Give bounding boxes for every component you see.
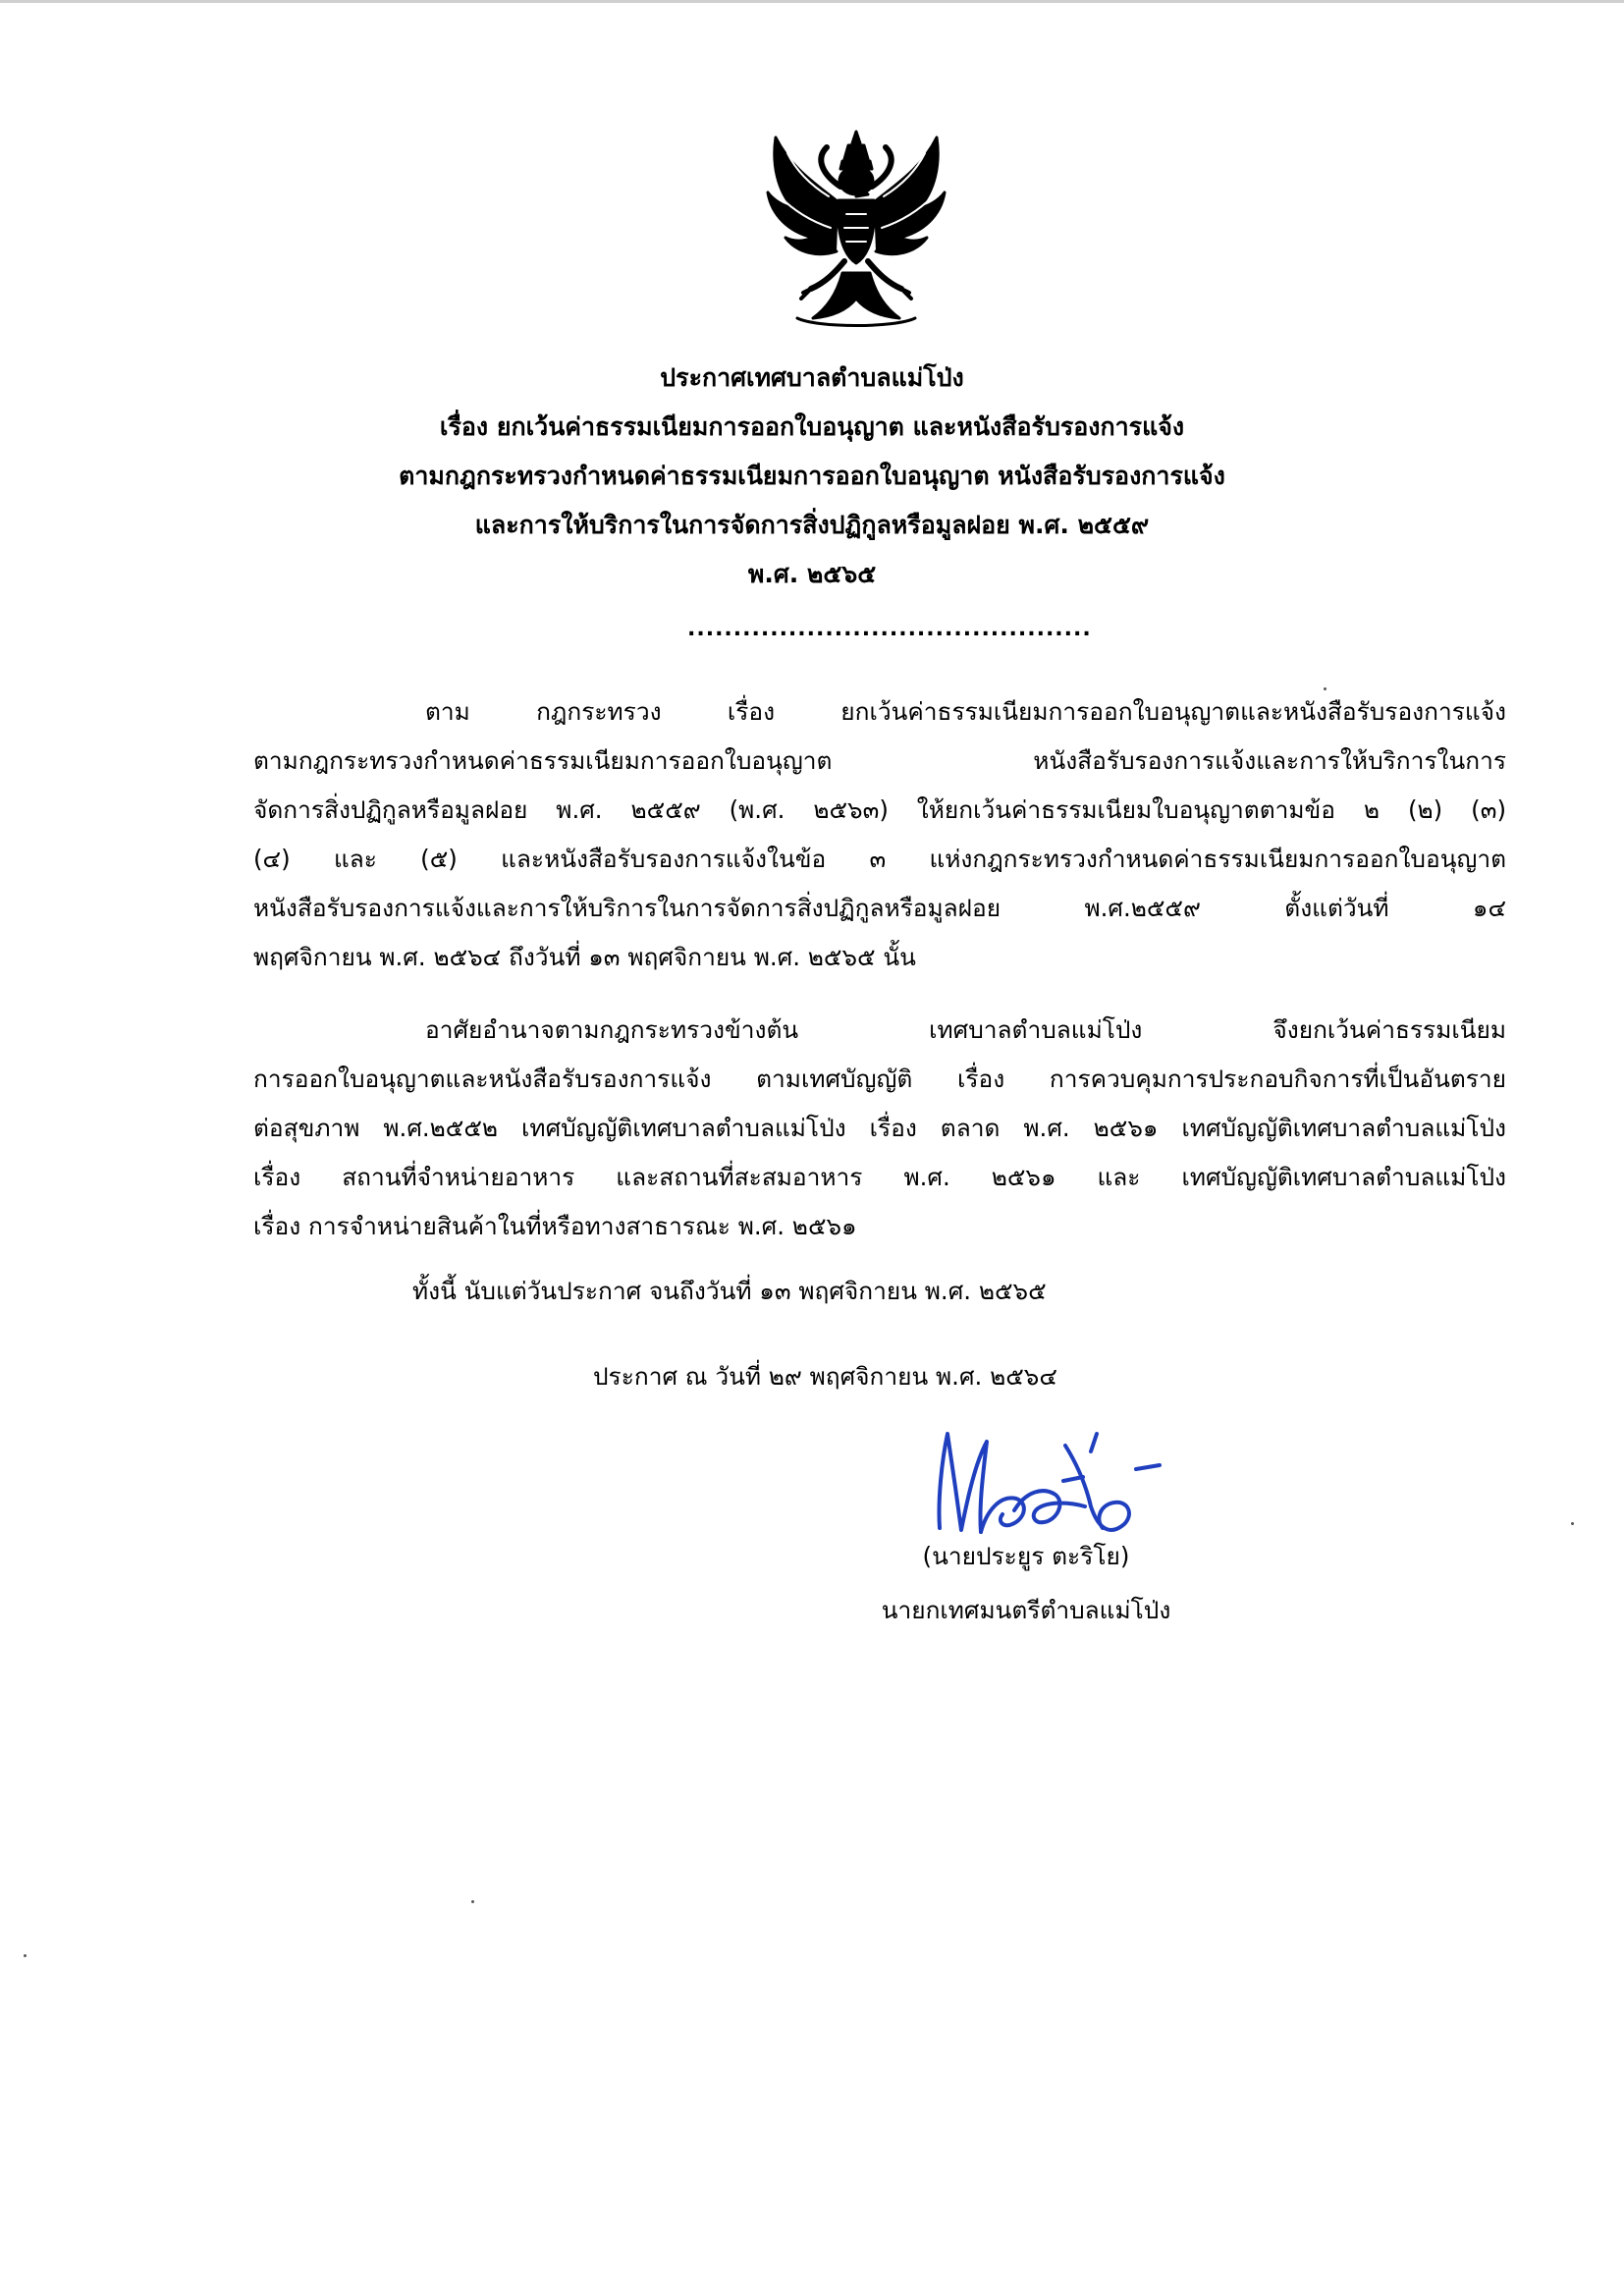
paragraph-1-line: ตาม กฎกระทรวง เรื่อง ยกเว้นค่าธรรมเนียมการออกใบอนุญาตและหนังสือรับรองการแจ้ง — [425, 697, 1506, 726]
heading-year: พ.ศ. ๒๕๖๕ — [747, 560, 877, 588]
scan-speck — [1324, 687, 1326, 690]
paragraph-2-line: เรื่อง การจำหน่ายสินค้าในที่หรือทางสาธารณะ พ.ศ. ๒๕๖๑ — [253, 1212, 857, 1240]
scan-speck — [24, 1954, 27, 1957]
heading-subject: เรื่อง ยกเว้นค่าธรรมเนียมการออกใบอนุญาต และหนังสือรับรองการแจ้ง — [439, 412, 1185, 441]
paragraph-2 — [253, 1006, 1506, 1251]
paragraph-2-line: การออกใบอนุญาตและหนังสือรับรองการแจ้ง ตามเทศบัญญัติ เรื่อง การควบคุมการประกอบกิจการที่เป็นอันตราย — [253, 1065, 1506, 1093]
scan-speck — [1571, 1522, 1574, 1525]
heading-subject-cont-2: และการให้บริการในการจัดการสิ่งปฏิกูลหรือมูลฝอย พ.ศ. ๒๕๕๙ — [474, 511, 1150, 539]
paragraph-1-line: (๔) และ (๕) และหนังสือรับรองการแจ้งในข้อ ๓ แห่งกฎกระทรวงกำหนดค่าธรรมเนียมการออกใบอนุญาต — [253, 845, 1506, 873]
garuda-emblem-icon — [758, 126, 954, 332]
paragraph-1-line: ตามกฎกระทรวงกำหนดค่าธรรมเนียมการออกใบอนุญาต หนังสือรับรองการแจ้งและการให้บริการในการ — [253, 746, 1506, 775]
heading-subject-cont-1: ตามกฎกระทรวงกำหนดค่าธรรมเนียมการออกใบอนุญาต หนังสือรับรองการแจ้ง — [399, 462, 1225, 490]
effective-period: ทั้งนี้ นับแต่วันประกาศ จนถึงวันที่ ๑๓ พฤศจิกายน พ.ศ. ๒๕๖๕ — [412, 1277, 1047, 1305]
paragraph-1-line: พฤศจิกายน พ.ศ. ๒๕๖๔ ถึงวันที่ ๑๓ พฤศจิกายน พ.ศ. ๒๕๖๕ นั้น — [253, 943, 916, 971]
handwritten-signature — [918, 1412, 1183, 1550]
signer-name: (นายประยูร ตะริโย) — [922, 1542, 1130, 1570]
paragraph-2-line: ต่อสุขภาพ พ.ศ.๒๕๕๒ เทศบัญญัติเทศบาลตำบลแม่โป่ง เรื่อง ตลาด พ.ศ. ๒๕๖๑ เทศบัญญัติเทศบาลตำบลแม่โป่ง — [253, 1114, 1506, 1142]
paragraph-1-line: จัดการสิ่งปฏิกูลหรือมูลฝอย พ.ศ. ๒๕๕๙ (พ.ศ. ๒๕๖๓) ให้ยกเว้นค่าธรรมเนียมใบอนุญาตตามข้อ ๒ (๒) (๓) — [253, 795, 1506, 824]
announcement-heading — [236, 354, 1388, 599]
signer-title: นายกเทศมนตรีตำบลแม่โป่ง — [881, 1596, 1171, 1624]
heading-separator: ............................................ — [687, 617, 1092, 641]
scan-speck — [471, 1900, 474, 1903]
heading-issuer: ประกาศเทศบาลตำบลแม่โป่ง — [660, 363, 964, 392]
paragraph-2-line: เรื่อง สถานที่จำหน่ายอาหาร และสถานที่สะสมอาหาร พ.ศ. ๒๕๖๑ และ เทศบัญญัติเทศบาลตำบลแม่โป่ง — [253, 1163, 1506, 1191]
scan-edge-line — [0, 0, 1624, 3]
paragraph-2-line: อาศัยอำนาจตามกฎกระทรวงข้างต้น เทศบาลตำบลแม่โป่ง จึงยกเว้นค่าธรรมเนียม — [425, 1015, 1506, 1044]
paragraph-1 — [253, 687, 1506, 982]
announcement-date: ประกาศ ณ วันที่ ๒๙ พฤศจิกายน พ.ศ. ๒๕๖๔ — [593, 1362, 1057, 1391]
paragraph-1-line: หนังสือรับรองการแจ้งและการให้บริการในการจัดการสิ่งปฏิกูลหรือมูลฝอย พ.ศ.๒๕๕๙ ตั้งแต่วันที่ ๑๔ — [253, 894, 1506, 922]
